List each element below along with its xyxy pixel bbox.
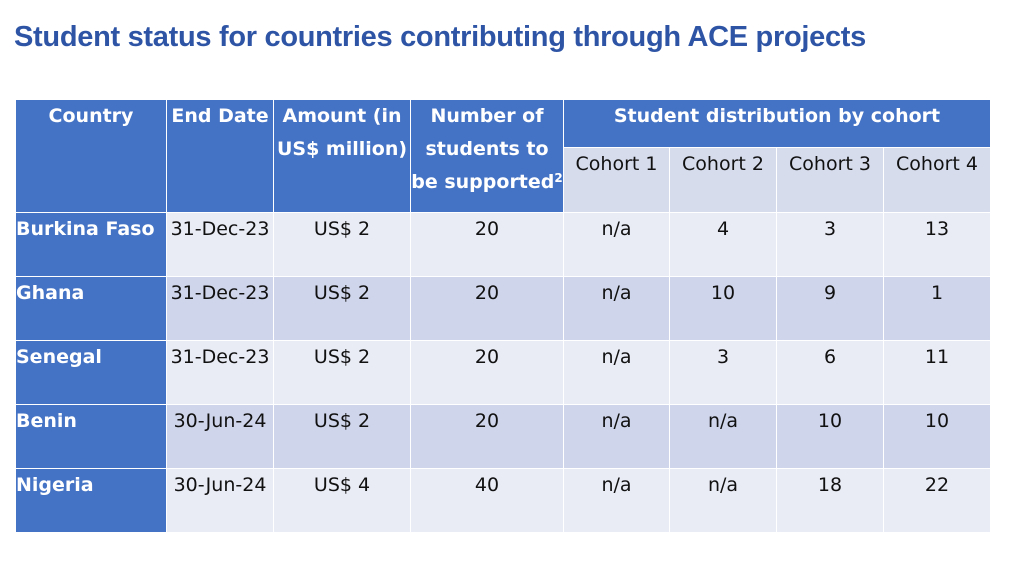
student-status-table: [15, 99, 991, 533]
cohort-2-cell: 3: [670, 341, 777, 405]
country-cell: Benin: [16, 405, 167, 469]
cohort-1-cell: n/a: [564, 405, 670, 469]
end-date-cell: 30-Jun-24: [167, 405, 274, 469]
cohort-2-cell: n/a: [670, 469, 777, 533]
end-date-cell: 31-Dec-23: [167, 341, 274, 405]
amount-cell: US$ 2: [274, 277, 411, 341]
cohort-4-cell: 22: [884, 469, 991, 533]
amount-cell: US$ 2: [274, 213, 411, 277]
cohort-2-cell: n/a: [670, 405, 777, 469]
cohort-4-cell: 1: [884, 277, 991, 341]
header-students-label: Number of students to be supported: [411, 105, 555, 193]
cohort-1-cell: n/a: [564, 277, 670, 341]
header-students-footnote: 2: [554, 171, 563, 185]
table-row: [16, 213, 991, 277]
students-cell: 20: [411, 213, 564, 277]
cohort-2-cell: 4: [670, 213, 777, 277]
country-cell: Burkina Faso: [16, 213, 167, 277]
cohort-3-cell: 3: [777, 213, 884, 277]
amount-cell: US$ 4: [274, 469, 411, 533]
table-row: [16, 341, 991, 405]
cohort-1-cell: n/a: [564, 469, 670, 533]
table-row: [16, 277, 991, 341]
students-cell: 20: [411, 341, 564, 405]
header-amount: Amount (in US$ million): [274, 100, 411, 213]
cohort-1-cell: n/a: [564, 213, 670, 277]
table-row: [16, 405, 991, 469]
cohort-3-cell: 18: [777, 469, 884, 533]
cohort-4-cell: 10: [884, 405, 991, 469]
header-cohort-4: Cohort 4: [884, 148, 991, 213]
country-cell: Senegal: [16, 341, 167, 405]
table-row: [16, 469, 991, 533]
country-cell: Nigeria: [16, 469, 167, 533]
amount-cell: US$ 2: [274, 405, 411, 469]
cohort-2-cell: 10: [670, 277, 777, 341]
cohort-3-cell: 10: [777, 405, 884, 469]
page-title: Student status for countries contributing through ACE projects: [14, 21, 866, 53]
students-cell: 40: [411, 469, 564, 533]
end-date-cell: 31-Dec-23: [167, 213, 274, 277]
end-date-cell: 30-Jun-24: [167, 469, 274, 533]
header-country: Country: [16, 100, 167, 213]
header-row: [16, 100, 991, 148]
header-cohort-3: Cohort 3: [777, 148, 884, 213]
header-cohort-2: Cohort 2: [670, 148, 777, 213]
cohort-3-cell: 9: [777, 277, 884, 341]
header-student-distribution: Student distribution by cohort: [564, 100, 991, 148]
header-end-date: End Date: [167, 100, 274, 213]
cohort-4-cell: 13: [884, 213, 991, 277]
cohort-1-cell: n/a: [564, 341, 670, 405]
amount-cell: US$ 2: [274, 341, 411, 405]
cohort-4-cell: 11: [884, 341, 991, 405]
header-cohort-1: Cohort 1: [564, 148, 670, 213]
end-date-cell: 31-Dec-23: [167, 277, 274, 341]
cohort-3-cell: 6: [777, 341, 884, 405]
students-cell: 20: [411, 405, 564, 469]
header-students: [411, 100, 564, 213]
students-cell: 20: [411, 277, 564, 341]
country-cell: Ghana: [16, 277, 167, 341]
